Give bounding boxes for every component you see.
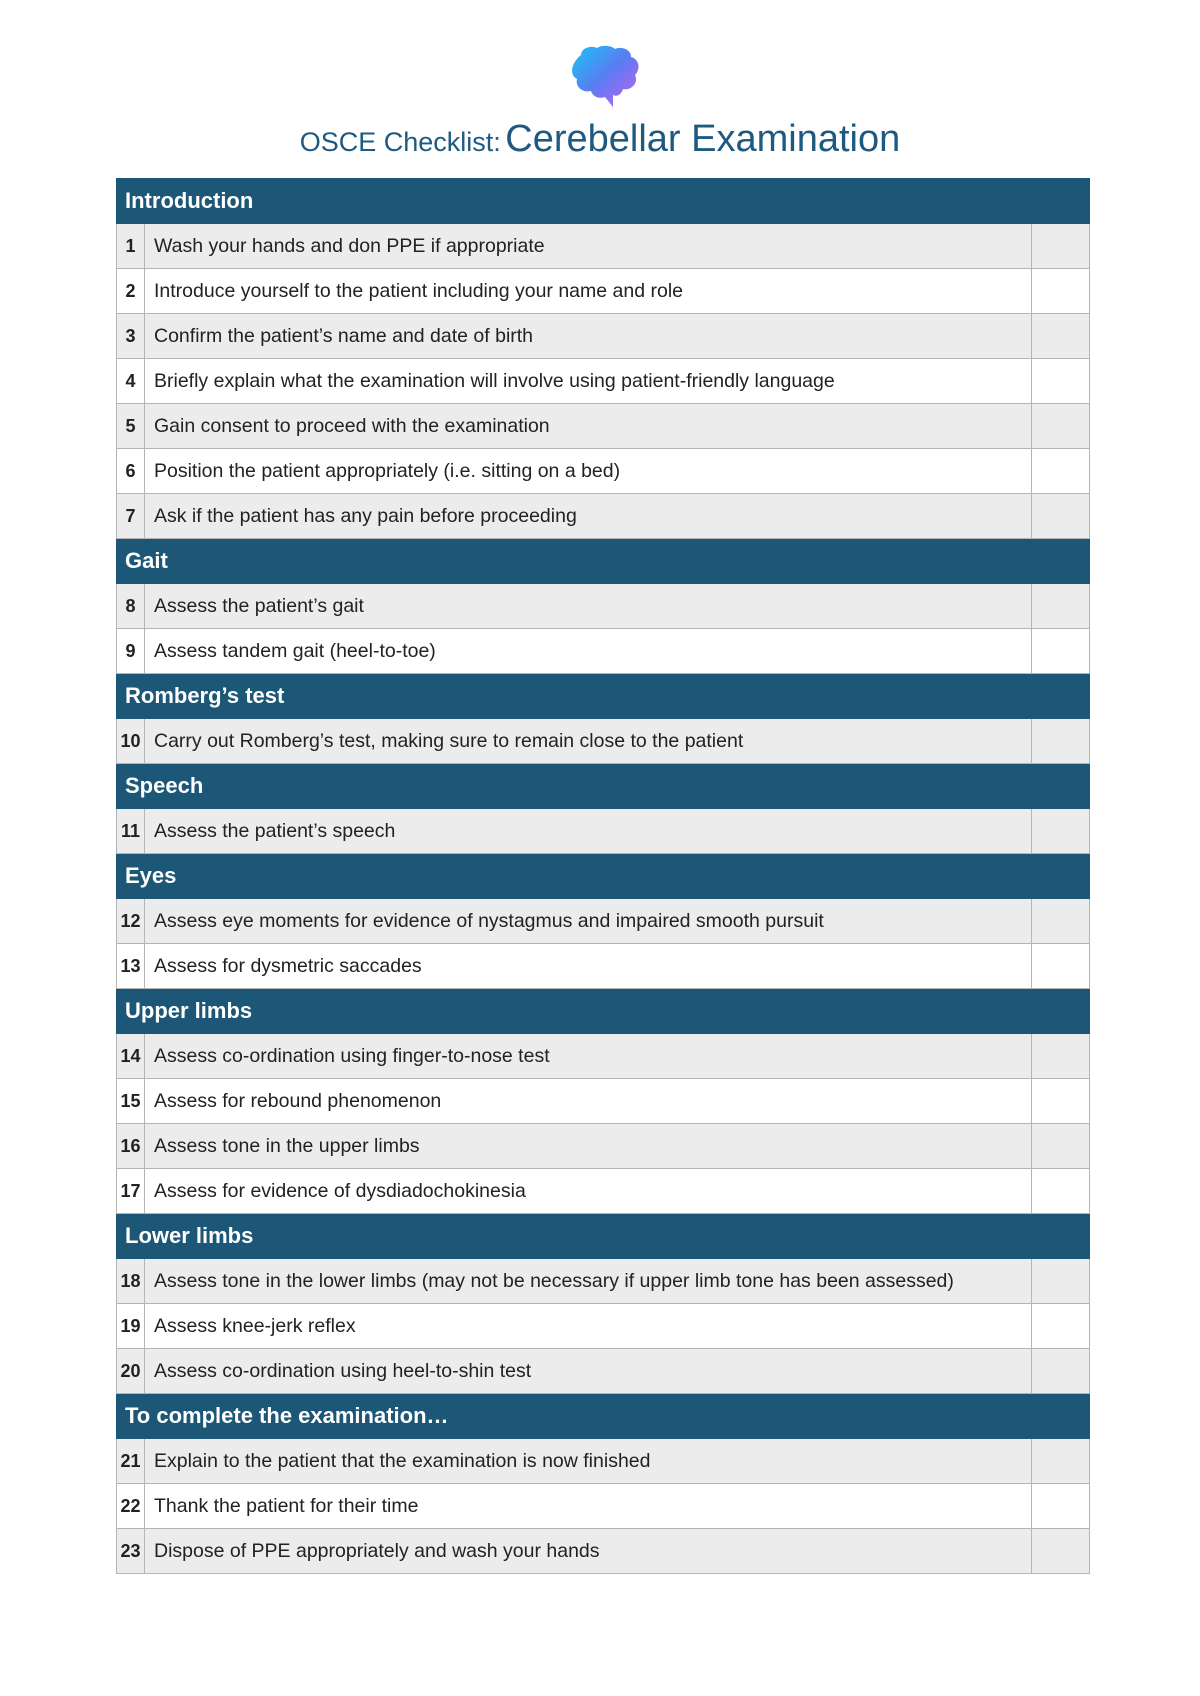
checklist-row — [117, 359, 1090, 404]
item-number: 7 — [117, 494, 145, 539]
item-number: 11 — [117, 809, 145, 854]
checkbox-cell[interactable] — [1032, 1079, 1090, 1124]
checkbox-cell[interactable] — [1032, 1034, 1090, 1079]
item-number: 21 — [117, 1439, 145, 1484]
checklist-row — [117, 1169, 1090, 1214]
section-header — [117, 764, 1090, 809]
checkbox-cell[interactable] — [1032, 494, 1090, 539]
section-header — [117, 674, 1090, 719]
checklist-row — [117, 899, 1090, 944]
item-number: 3 — [117, 314, 145, 359]
checkbox-cell[interactable] — [1032, 449, 1090, 494]
checkbox-cell[interactable] — [1032, 1124, 1090, 1169]
checkbox-cell[interactable] — [1032, 809, 1090, 854]
item-number: 13 — [117, 944, 145, 989]
item-number: 9 — [117, 629, 145, 674]
item-text: Thank the patient for their time — [145, 1484, 1032, 1529]
checklist-row — [117, 404, 1090, 449]
checkbox-cell[interactable] — [1032, 269, 1090, 314]
checklist-row — [117, 314, 1090, 359]
item-text: Assess for dysmetric saccades — [145, 944, 1032, 989]
item-number: 8 — [117, 584, 145, 629]
checklist-row — [117, 944, 1090, 989]
item-text: Confirm the patient’s name and date of birth — [145, 314, 1032, 359]
item-text: Assess tone in the lower limbs (may not be necessary if upper limb tone has been assessed) — [145, 1259, 1032, 1304]
checklist-row — [117, 809, 1090, 854]
checkbox-cell[interactable] — [1032, 584, 1090, 629]
item-number: 14 — [117, 1034, 145, 1079]
checklist-row — [117, 269, 1090, 314]
checkbox-cell[interactable] — [1032, 719, 1090, 764]
section-header — [117, 1394, 1090, 1439]
section-title: Lower limbs — [117, 1214, 1090, 1259]
item-number: 15 — [117, 1079, 145, 1124]
section-header — [117, 854, 1090, 899]
item-number: 10 — [117, 719, 145, 764]
item-number: 23 — [117, 1529, 145, 1574]
checkbox-cell[interactable] — [1032, 1169, 1090, 1214]
item-text: Assess eye moments for evidence of nystagmus and impaired smooth pursuit — [145, 899, 1032, 944]
item-text: Assess co-ordination using finger-to-nose test — [145, 1034, 1032, 1079]
section-header — [117, 179, 1090, 224]
checkbox-cell[interactable] — [1032, 1304, 1090, 1349]
item-text: Position the patient appropriately (i.e. sitting on a bed) — [145, 449, 1032, 494]
checklist-row — [117, 719, 1090, 764]
checklist-row — [117, 1529, 1090, 1574]
item-text: Assess co-ordination using heel-to-shin test — [145, 1349, 1032, 1394]
checkbox-cell[interactable] — [1032, 314, 1090, 359]
checkbox-cell[interactable] — [1032, 1349, 1090, 1394]
item-number: 22 — [117, 1484, 145, 1529]
section-title: Upper limbs — [117, 989, 1090, 1034]
section-header — [117, 1214, 1090, 1259]
title-main: Cerebellar Examination — [505, 118, 901, 160]
checklist-row — [117, 629, 1090, 674]
checklist-row — [117, 494, 1090, 539]
item-text: Assess for evidence of dysdiadochokinesia — [145, 1169, 1032, 1214]
item-text: Introduce yourself to the patient including your name and role — [145, 269, 1032, 314]
checkbox-cell[interactable] — [1032, 629, 1090, 674]
checklist-row — [117, 224, 1090, 269]
item-text: Explain to the patient that the examination is now finished — [145, 1439, 1032, 1484]
checklist-table — [116, 178, 1090, 1574]
item-number: 2 — [117, 269, 145, 314]
checkbox-cell[interactable] — [1032, 1484, 1090, 1529]
item-number: 6 — [117, 449, 145, 494]
item-number: 20 — [117, 1349, 145, 1394]
checklist-row — [117, 1034, 1090, 1079]
checklist-row — [117, 1259, 1090, 1304]
item-text: Dispose of PPE appropriately and wash your hands — [145, 1529, 1032, 1574]
title-prefix: OSCE Checklist: — [299, 127, 501, 157]
checklist-row — [117, 1484, 1090, 1529]
section-title: Introduction — [117, 179, 1090, 224]
page-title — [0, 118, 1200, 161]
item-text: Assess the patient’s speech — [145, 809, 1032, 854]
checkbox-cell[interactable] — [1032, 944, 1090, 989]
section-header — [117, 539, 1090, 584]
item-number: 18 — [117, 1259, 145, 1304]
section-title: Gait — [117, 539, 1090, 584]
item-text: Assess the patient’s gait — [145, 584, 1032, 629]
item-number: 1 — [117, 224, 145, 269]
item-number: 12 — [117, 899, 145, 944]
checklist-row — [117, 584, 1090, 629]
brain-logo-icon — [567, 45, 643, 109]
item-text: Briefly explain what the examination will involve using patient-friendly language — [145, 359, 1032, 404]
item-text: Gain consent to proceed with the examination — [145, 404, 1032, 449]
section-title: Speech — [117, 764, 1090, 809]
checkbox-cell[interactable] — [1032, 1259, 1090, 1304]
checkbox-cell[interactable] — [1032, 224, 1090, 269]
item-text: Carry out Romberg’s test, making sure to remain close to the patient — [145, 719, 1032, 764]
section-header — [117, 989, 1090, 1034]
item-text: Assess knee-jerk reflex — [145, 1304, 1032, 1349]
checklist-row — [117, 1079, 1090, 1124]
checkbox-cell[interactable] — [1032, 1439, 1090, 1484]
item-text: Assess for rebound phenomenon — [145, 1079, 1032, 1124]
item-number: 19 — [117, 1304, 145, 1349]
checkbox-cell[interactable] — [1032, 899, 1090, 944]
section-title: Romberg’s test — [117, 674, 1090, 719]
section-title: Eyes — [117, 854, 1090, 899]
item-text: Ask if the patient has any pain before proceeding — [145, 494, 1032, 539]
checklist-row — [117, 1124, 1090, 1169]
item-text: Wash your hands and don PPE if appropriate — [145, 224, 1032, 269]
item-text: Assess tandem gait (heel-to-toe) — [145, 629, 1032, 674]
item-text: Assess tone in the upper limbs — [145, 1124, 1032, 1169]
checklist-row — [117, 1349, 1090, 1394]
item-number: 4 — [117, 359, 145, 404]
checklist-row — [117, 1439, 1090, 1484]
item-number: 5 — [117, 404, 145, 449]
checklist-row — [117, 1304, 1090, 1349]
item-number: 16 — [117, 1124, 145, 1169]
section-title: To complete the examination… — [117, 1394, 1090, 1439]
checklist-row — [117, 449, 1090, 494]
item-number: 17 — [117, 1169, 145, 1214]
checkbox-cell[interactable] — [1032, 1529, 1090, 1574]
checkbox-cell[interactable] — [1032, 404, 1090, 449]
checkbox-cell[interactable] — [1032, 359, 1090, 404]
